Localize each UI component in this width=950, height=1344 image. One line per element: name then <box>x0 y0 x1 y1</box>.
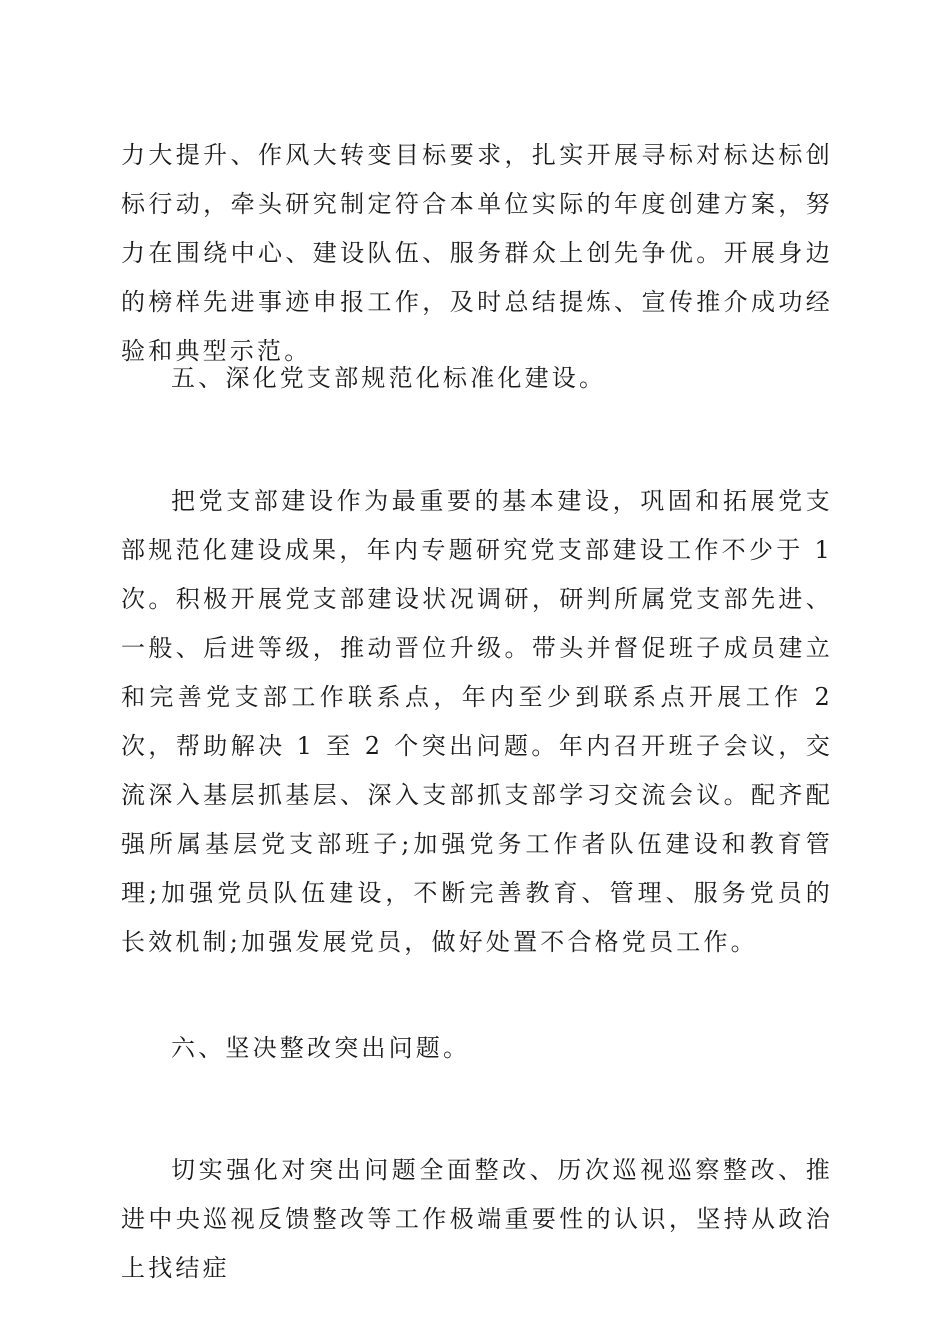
paragraph-rectification: 切实强化对突出问题全面整改、历次巡视巡察整改、推进中央巡视反馈整改等工作极端重要性的认识，坚持从政治上找结症 <box>121 1156 833 1282</box>
section-heading-6: 六、坚决整改突出问题。 <box>171 1034 471 1062</box>
section-heading-5: 五、深化党支部规范化标准化建设。 <box>171 364 607 392</box>
paragraph-continued: 力大提升、作风大转变目标要求，扎实开展寻标对标达标创标行动，牵头研究制定符合本单位实际的年度创建方案，努力在围绕中心、建设队伍、服务群众上创先争优。开展身边的榜样先进事迹申报工作，及时总结提炼、宣传推介成功经验和典型示范。 <box>121 141 833 365</box>
paragraph-party-branch-building: 把党支部建设作为最重要的基本建设，巩固和拓展党支部规范化建设成果，年内专题研究党支部建设工作不少于 1 次。积极开展党支部建设状况调研，研判所属党支部先进、一般、后进等级，推动晋位升级。带头并督促班子成员建立和完善党支部工作联系点，年内至少到联系点开展工作 2 次，帮助解决 1 至 2 个突出问题。年内召开班子会议，交流深入基层抓基层、深入支部抓支部学习交流会议。配齐配强所属基层党支部班子;加强党务工作者队伍建设和教育管理;加强党员队伍建设，不断完善教育、管理、服务党员的长效机制;加强发展党员，做好处置不合格党员工作。 <box>121 487 833 956</box>
